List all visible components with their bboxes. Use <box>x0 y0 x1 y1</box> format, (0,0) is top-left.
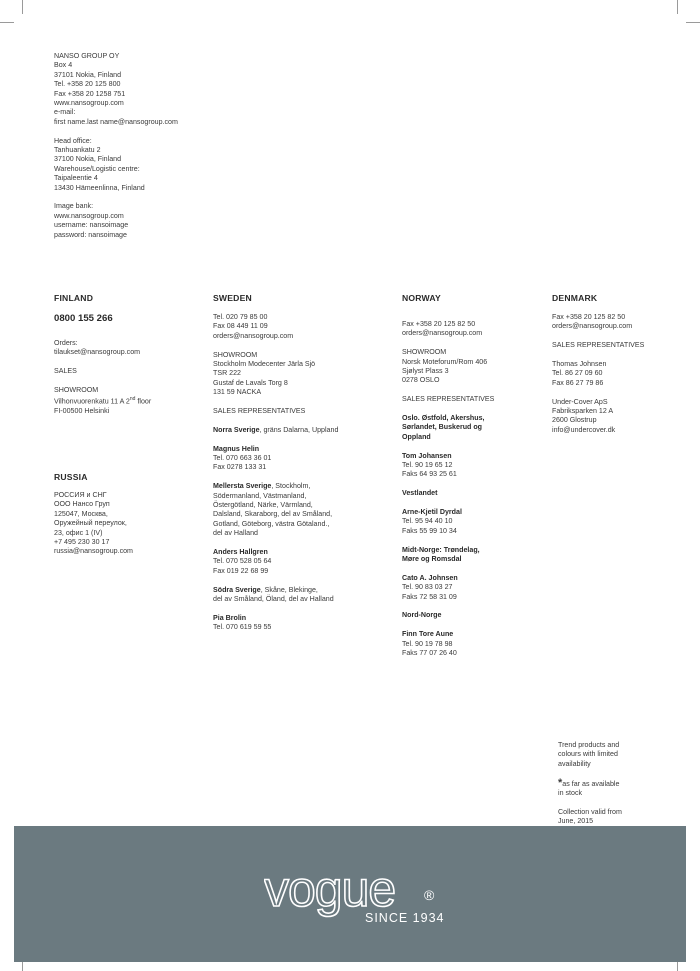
norway-info <box>402 320 542 658</box>
denmark-rep-line: info@undercover.dk <box>552 425 616 434</box>
norway-contact: orders@nansogroup.com <box>402 329 483 338</box>
logo-tagline: SINCE 1934 <box>365 911 445 925</box>
valid-note: June, 2015 <box>558 817 594 826</box>
denmark-sales-reps: SALES REPRESENTATIVES <box>552 341 645 350</box>
asterisk-icon: * <box>558 776 563 789</box>
norway-rep-line: Faks 55 99 10 34 <box>402 526 457 535</box>
norway-rep-name: Tom Johansen <box>402 451 452 460</box>
russia-line: ООО Нансо Груп <box>54 500 110 509</box>
norway-showroom: Sjølyst Plass 3 <box>402 367 449 376</box>
sweden-info <box>213 313 388 633</box>
norway-region1: Oslo. Østfold, Akershus, <box>402 414 485 423</box>
registered-mark: ® <box>424 887 435 903</box>
head-office-line: Head office: <box>54 136 92 145</box>
sweden-contact: orders@nansogroup.com <box>213 331 294 340</box>
sweden-contact: Tel. 020 79 85 00 <box>213 313 268 321</box>
company-line: first name.last name@nansogroup.com <box>54 117 178 126</box>
sweden-showroom: 131 59 NACKA <box>213 388 262 397</box>
russia-line: Оружейный переулок, <box>54 519 127 528</box>
sweden-rep-line: Tel. 070 663 36 01 <box>213 454 272 463</box>
sweden-region1: Norra Sverige, gräns Dalarna, Uppland <box>213 425 339 434</box>
sweden-rep-line: Fax 019 22 68 99 <box>213 566 269 575</box>
sweden-rep-name: Pia Brolin <box>213 613 247 622</box>
sweden-region2: Mellersta Sverige, Stockholm, <box>213 482 311 491</box>
sweden-rep-name: Magnus Helin <box>213 444 260 453</box>
norway-region2: Vestlandet <box>402 489 438 498</box>
image-bank-line: password: nansoimage <box>54 230 127 239</box>
denmark-rep-line: 2600 Glostrup <box>552 416 597 425</box>
norway-region4: Nord-Norge <box>402 611 442 620</box>
sweden-rep-line: Tel. 070 619 59 55 <box>213 623 272 632</box>
head-office-line: Taipaleentie 4 <box>54 174 98 183</box>
norway-region1: Sørlandet, Buskerud og <box>402 423 483 432</box>
denmark-info <box>552 313 682 435</box>
sweden-region2-line: Östergötland, Närke, Värmland, <box>213 501 313 510</box>
russia-line: +7 495 230 30 17 <box>54 538 110 547</box>
sweden-region2-line: Gotland, Göteborg, västra Götaland., <box>213 519 330 528</box>
denmark-contact: orders@nansogroup.com <box>552 322 633 331</box>
russia-line: russia@nansogroup.com <box>54 547 133 556</box>
norway-region1: Oppland <box>402 432 431 441</box>
finland-orders-label: Orders: <box>54 339 78 347</box>
company-line: Tel. +358 20 125 800 <box>54 80 121 89</box>
crop-mark <box>22 0 23 14</box>
norway-contact: Fax +358 20 125 82 50 <box>402 320 476 328</box>
russia-line: 23, офис 1 (IV) <box>54 528 103 537</box>
image-bank-line: Image bank: <box>54 202 94 211</box>
russia-info <box>54 491 204 557</box>
sweden-showroom: Stockholm Modecenter Järla Sjö <box>213 360 316 369</box>
norway-rep-line: Tel. 90 19 78 98 <box>402 639 453 648</box>
denmark-rep-line: Fabriksparken 12 A <box>552 407 614 416</box>
sweden-contact: Fax 08 449 11 09 <box>213 322 268 331</box>
finland-heading: FINLAND <box>54 293 94 303</box>
stock-note: *as far as available <box>558 776 620 789</box>
denmark-rep-line: Fax 86 27 79 86 <box>552 378 604 387</box>
company-line: NANSO GROUP OY <box>54 52 120 60</box>
image-bank-line: username: nansoimage <box>54 221 129 230</box>
trend-note: Trend products and <box>558 741 620 749</box>
collection-notes <box>558 741 678 827</box>
norway-region3: Møre og Romsdal <box>402 555 462 564</box>
denmark-rep-line: Under-Cover ApS <box>552 397 608 406</box>
denmark-rep-line: Thomas Johnsen <box>552 360 607 368</box>
sweden-heading: SWEDEN <box>213 293 252 303</box>
norway-heading: NORWAY <box>402 293 441 303</box>
sweden-rep-line: Tel. 070 528 05 64 <box>213 557 272 566</box>
sweden-region2-line: del av Halland <box>213 529 258 538</box>
company-info <box>54 52 254 240</box>
stock-note: in stock <box>558 789 583 798</box>
crop-mark <box>686 22 700 23</box>
norway-region3: Midt-Norge: Trøndelag, <box>402 545 480 554</box>
norway-rep-line: Tel. 90 83 03 27 <box>402 583 453 592</box>
crop-mark <box>677 0 678 14</box>
company-line: Fax +358 20 1258 751 <box>54 89 126 98</box>
sweden-sales-reps: SALES REPRESENTATIVES <box>213 407 306 416</box>
trend-note: colours with limited <box>558 750 618 759</box>
norway-rep-name: Cato A. Johnsen <box>402 573 458 582</box>
image-bank-line: www.nansogroup.com <box>54 211 124 220</box>
russia-line: РОССИЯ и СНГ <box>54 491 107 499</box>
norway-showroom: Norsk Moteforum/Rom 406 <box>402 357 488 366</box>
logo-text: vogue <box>264 870 396 917</box>
sweden-region2-line: Södermanland, Västmanland, <box>213 491 307 500</box>
norway-sales-reps: SALES REPRESENTATIVES <box>402 395 495 404</box>
sweden-showroom: Gustaf de Lavals Torg 8 <box>213 378 288 387</box>
denmark-heading: DENMARK <box>552 293 598 303</box>
sweden-region2-line: Dalsland, Skaraborg, del av Småland, <box>213 510 333 519</box>
norway-showroom: 0278 OSLO <box>402 376 440 385</box>
sweden-showroom: TSR 222 <box>213 369 241 378</box>
sweden-region3-line: del av Småland, Öland, del av Halland <box>213 595 334 604</box>
valid-note: Collection valid from <box>558 807 622 816</box>
sweden-showroom: SHOWROOM <box>213 350 258 359</box>
company-line: www.nansogroup.com <box>54 99 124 108</box>
finland-sales: SALES <box>54 367 77 376</box>
norway-rep-line: Faks 64 93 25 61 <box>402 470 457 479</box>
vogue-logo <box>264 870 464 930</box>
norway-showroom: SHOWROOM <box>402 348 447 357</box>
norway-rep-line: Tel. 95 94 40 10 <box>402 517 453 526</box>
norway-rep-line: Tel. 90 19 65 12 <box>402 461 453 470</box>
norway-rep-name: Finn Tore Aune <box>402 630 454 639</box>
sweden-rep-name: Anders Hallgren <box>213 548 268 557</box>
head-office-line: 13430 Hämeenlinna, Finland <box>54 183 145 192</box>
finland-address2: FI-00500 Helsinki <box>54 407 110 416</box>
finland-info <box>54 339 204 417</box>
denmark-rep-line: Tel. 86 27 09 60 <box>552 369 603 378</box>
finland-orders-email: tilaukset@nansogroup.com <box>54 348 141 357</box>
company-line: Box 4 <box>54 61 73 70</box>
denmark-contact: Fax +358 20 125 82 50 <box>552 313 626 321</box>
norway-rep-line: Faks 72 58 31 09 <box>402 592 457 601</box>
russia-heading: RUSSIA <box>54 472 88 482</box>
norway-rep-name: Arne-Kjetil Dyrdal <box>402 508 462 517</box>
company-line: e-mail: <box>54 108 76 117</box>
sweden-region3: Södra Sverige, Skåne, Blekinge, <box>213 585 318 594</box>
crop-mark <box>0 22 14 23</box>
head-office-line: Warehouse/Logistic centre: <box>54 164 140 173</box>
head-office-line: Tanhuankatu 2 <box>54 146 101 155</box>
norway-rep-line: Faks 77 07 26 40 <box>402 649 457 658</box>
russia-line: 125047, Москва, <box>54 509 108 518</box>
trend-note: availability <box>558 759 591 768</box>
sweden-rep-line: Fax 0278 133 31 <box>213 463 267 472</box>
finland-showroom: SHOWROOM <box>54 386 99 394</box>
finland-address: Vilhonvuorenkatu 11 A 2nd floor <box>54 396 152 406</box>
company-line: 37101 Nokia, Finland <box>54 70 122 79</box>
finland-phone: 0800 155 266 <box>54 313 113 324</box>
head-office-line: 37100 Nokia, Finland <box>54 155 122 164</box>
